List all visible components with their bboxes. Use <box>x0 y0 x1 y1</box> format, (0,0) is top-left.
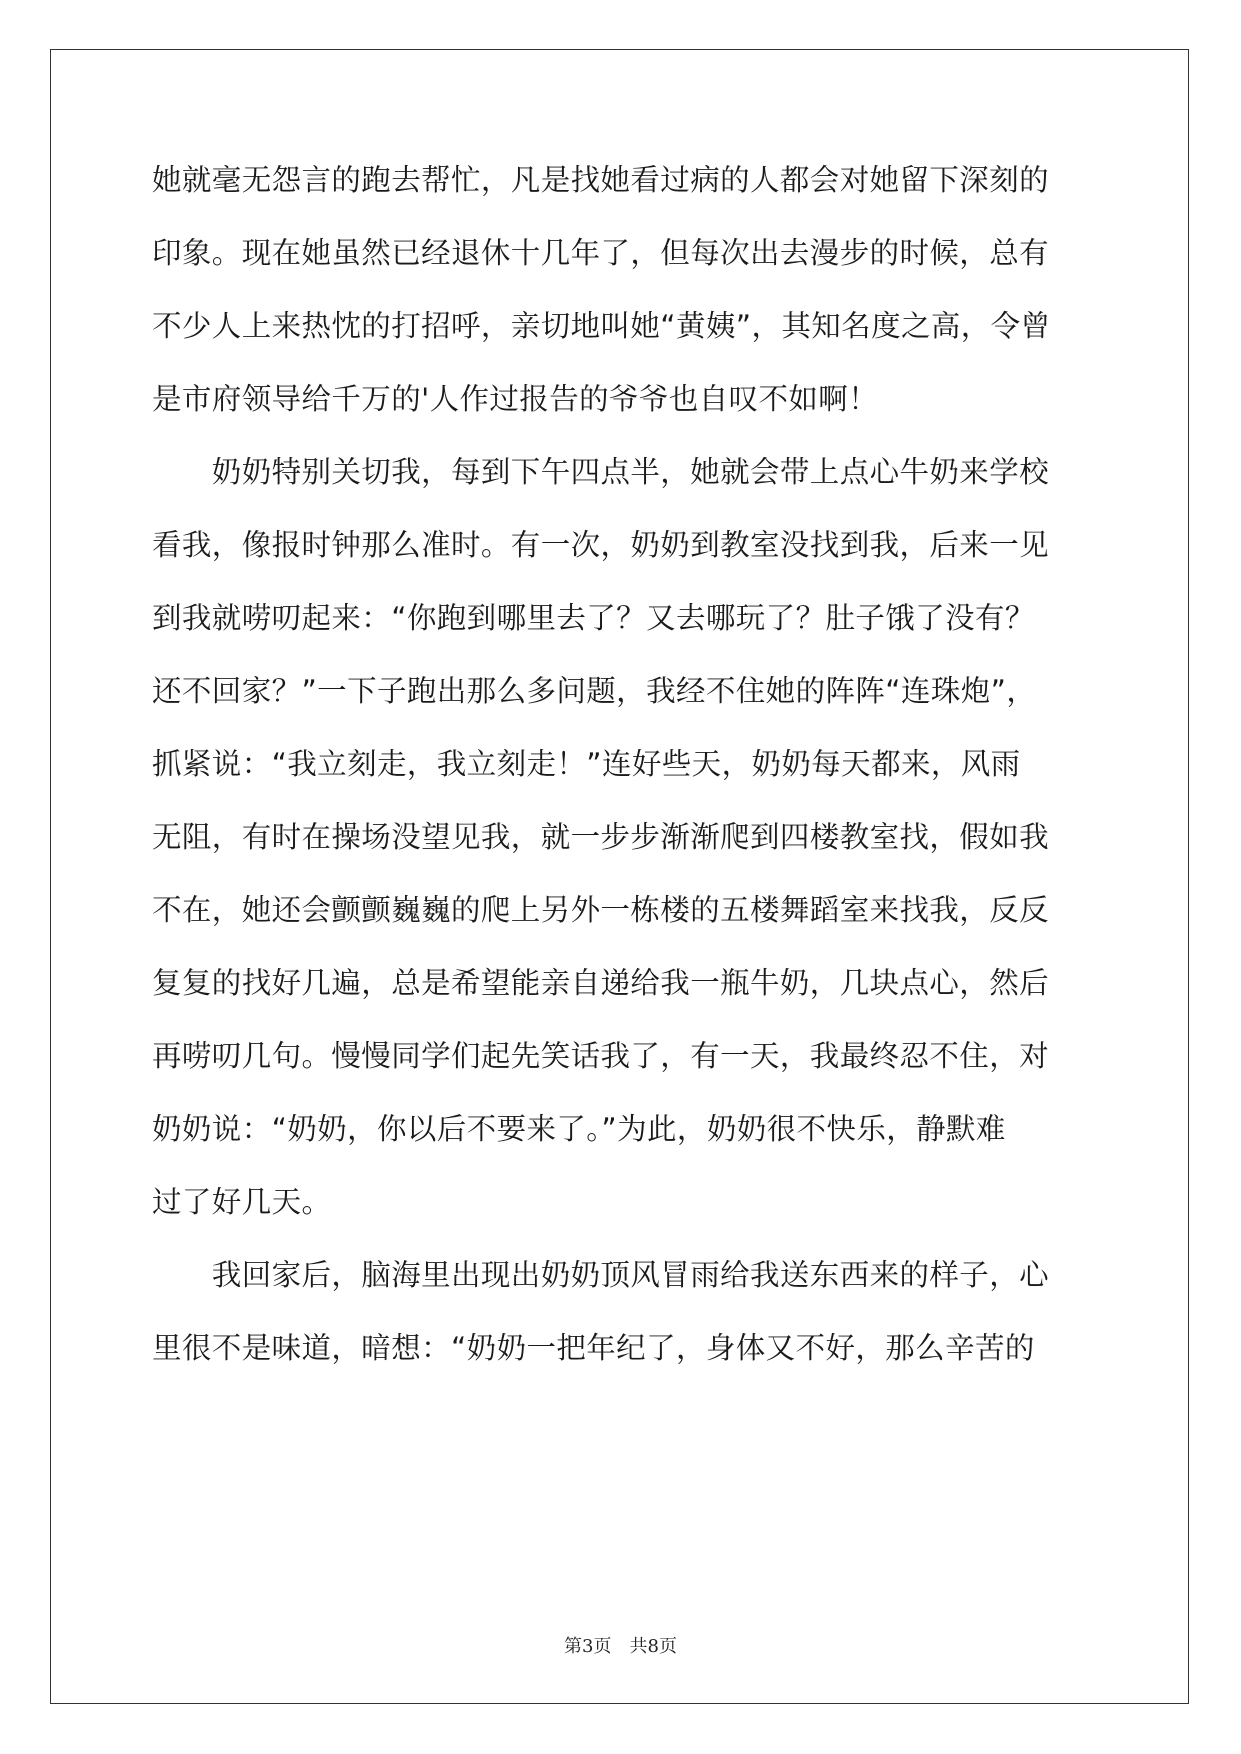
page-number: 第3页 <box>564 1636 612 1657</box>
text-line: 不少人上来热忱的打招呼，亲切地叫她“黄姨”，其知名度之高，令曾 <box>152 309 1051 343</box>
text-line: 再唠叨几句。慢慢同学们起先笑话我了，有一天，我最终忍不住，对 <box>152 1039 1050 1073</box>
page-total: 共8页 <box>629 1636 677 1657</box>
text-line: 不在，她还会颤颤巍巍的爬上另外一栋楼的五楼舞蹈室来找我，反反 <box>152 893 1050 927</box>
text-line: 我回家后，脑海里出现出奶奶顶风冒雨给我送东西来的样子，心 <box>152 1258 1050 1292</box>
text-line: 复复的找好几遍，总是希望能亲自递给我一瓶牛奶，几块点心，然后 <box>152 966 1050 1000</box>
page-footer <box>0 1632 1241 1658</box>
text-line: 印象。现在她虽然已经退休十几年了，但每次出去漫步的时候，总有 <box>152 236 1050 270</box>
text-line: 奶奶说：“奶奶，你以后不要来了。”为此，奶奶很不快乐，静默难 <box>152 1112 1006 1146</box>
text-line: 看我，像报时钟那么准时。有一次，奶奶到教室没找到我，后来一见 <box>152 528 1050 562</box>
page-border <box>50 49 1189 1704</box>
text-line: 奶奶特别关切我，每到下午四点半，她就会带上点心牛奶来学校 <box>152 455 1050 489</box>
text-line: 是市府领导给千万的'人作过报告的爷爷也自叹不如啊！ <box>152 382 879 416</box>
text-line: 抓紧说：“我立刻走，我立刻走！”连好些天，奶奶每天都来，风雨 <box>152 747 1021 781</box>
text-line: 里很不是味道，暗想：“奶奶一把年纪了，身体又不好，那么辛苦的 <box>152 1331 1035 1365</box>
text-line: 过了好几天。 <box>152 1185 332 1219</box>
text-line: 到我就唠叨起来：“你跑到哪里去了？又去哪玩了？肚子饿了没有？ <box>152 601 1035 635</box>
text-line: 她就毫无怨言的跑去帮忙，凡是找她看过病的人都会对她留下深刻的 <box>152 163 1050 197</box>
text-line: 还不回家？”一下子跑出那么多问题，我经不住她的阵阵“连珠炮”， <box>152 674 1037 708</box>
text-line: 无阻，有时在操场没望见我，就一步步渐渐爬到四楼教室找，假如我 <box>152 820 1050 854</box>
